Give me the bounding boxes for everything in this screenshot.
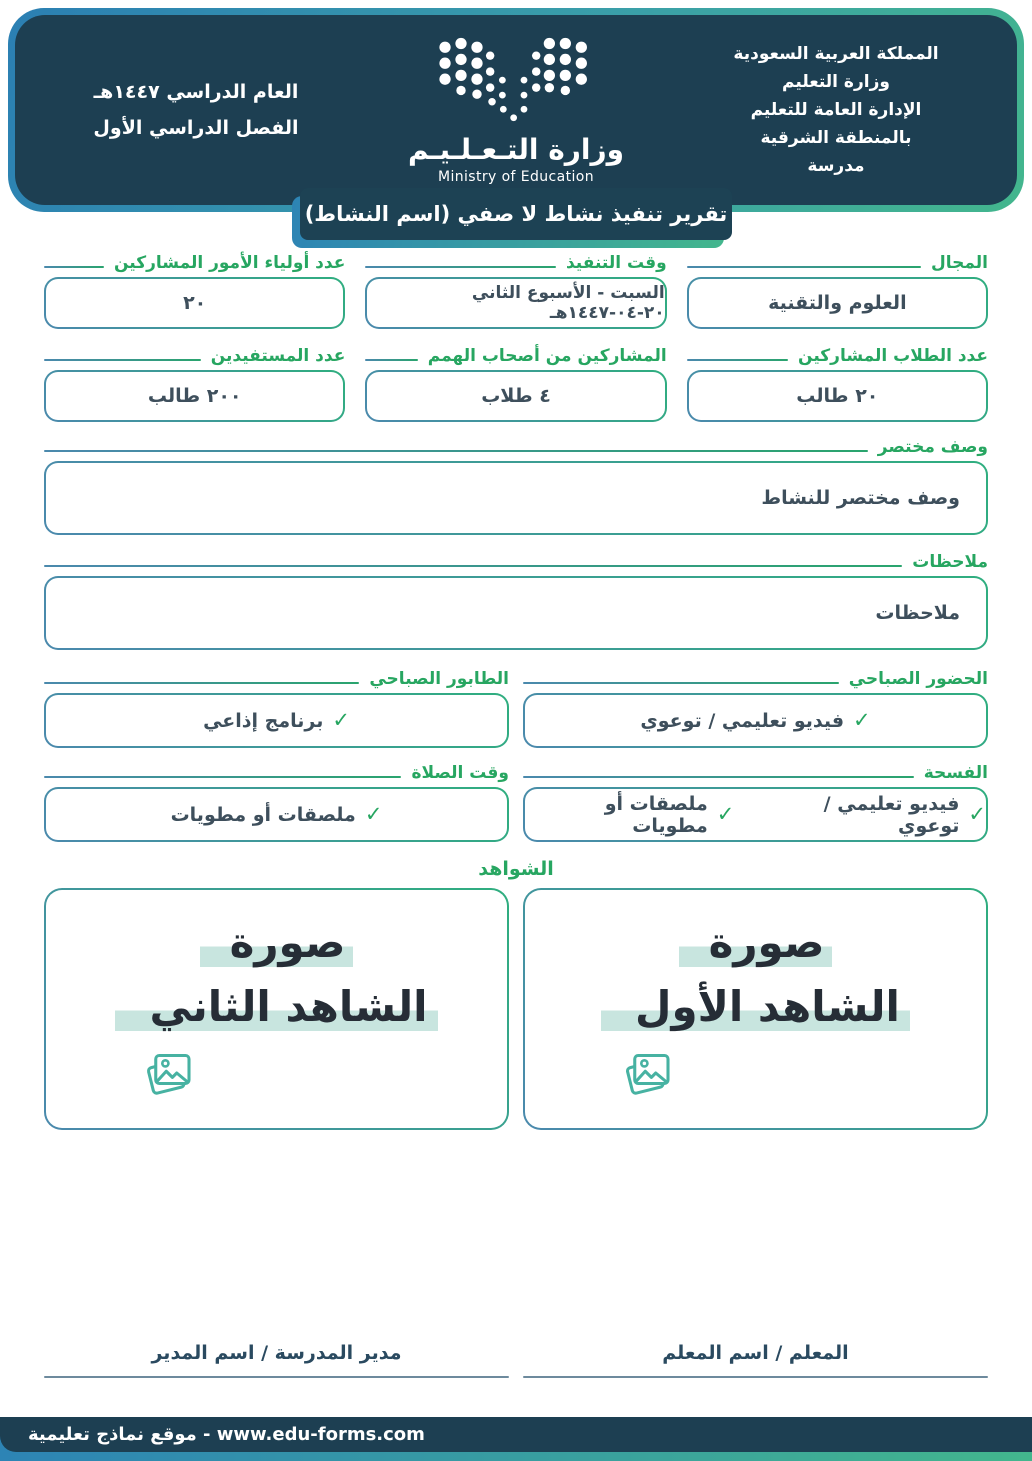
field-notes-input[interactable] bbox=[44, 576, 988, 650]
field-execution-time-input[interactable] bbox=[365, 277, 666, 329]
field-beneficiaries-label: عدد المستفيدين bbox=[210, 346, 346, 366]
header-line-school: مدرسة bbox=[807, 156, 865, 177]
checked-option bbox=[525, 793, 734, 837]
checked-option-text: برنامج إذاعي bbox=[203, 709, 324, 732]
checked-option-text: فيديو تعليمي / توعوي bbox=[640, 709, 845, 732]
field-description-label: وصف مختصر bbox=[877, 437, 988, 457]
header-academic-year-block bbox=[61, 74, 331, 146]
signature-teacher-label: المعلم / اسم المعلم bbox=[662, 1342, 849, 1364]
label-connector-line bbox=[523, 776, 914, 778]
field-morning-attendance-label: الحضور الصباحي bbox=[848, 669, 988, 689]
field-domain-label: المجال bbox=[931, 253, 988, 273]
field-parents-count-label: عدد أولياء الأمور المشاركين bbox=[113, 253, 346, 273]
ministry-of-education-logo bbox=[408, 35, 624, 185]
label-connector-line bbox=[44, 565, 902, 567]
label-connector-line bbox=[44, 266, 104, 268]
field-morning-assembly-input[interactable] bbox=[44, 693, 509, 748]
photo-icon bbox=[619, 1045, 675, 1101]
field-domain-value: العلوم والتقنية bbox=[768, 292, 907, 314]
field-parents-count bbox=[44, 252, 345, 329]
field-special-needs-value: ٤ طلاب bbox=[481, 385, 551, 407]
evidence-grid bbox=[44, 888, 988, 1130]
field-beneficiaries-input[interactable] bbox=[44, 370, 345, 422]
label-connector-line bbox=[44, 450, 868, 452]
field-break-time bbox=[523, 762, 988, 842]
footer-bar bbox=[0, 1417, 1032, 1452]
field-beneficiaries-value: ٢٠٠ طالب bbox=[147, 385, 242, 407]
checked-option-text: ملصقات أو مطويات bbox=[170, 803, 356, 826]
fields-row-2 bbox=[44, 345, 988, 422]
evidence-section-label: الشواهد bbox=[478, 858, 554, 880]
evidence-second-line1: صورة bbox=[200, 919, 354, 967]
label-connector-line bbox=[687, 359, 788, 361]
form-content bbox=[44, 252, 988, 1378]
field-prayer-time-label: وقت الصلاة bbox=[411, 763, 509, 783]
field-beneficiaries bbox=[44, 345, 345, 422]
field-domain-input[interactable] bbox=[687, 277, 988, 329]
header-ministry-block bbox=[701, 40, 971, 180]
field-notes bbox=[44, 551, 988, 650]
field-break-time-input[interactable] bbox=[523, 787, 988, 842]
checked-option bbox=[758, 793, 986, 837]
field-morning-attendance-input[interactable] bbox=[523, 693, 988, 748]
report-title-banner bbox=[300, 188, 732, 240]
header-line-ministry: وزارة التعليم bbox=[782, 71, 890, 92]
footer bbox=[0, 1417, 1032, 1461]
field-prayer-time-input[interactable] bbox=[44, 787, 509, 842]
label-connector-line bbox=[44, 776, 401, 778]
check-icon: ✓ bbox=[853, 708, 871, 732]
header-line-administration: الإدارة العامة للتعليم bbox=[750, 99, 922, 120]
field-special-needs bbox=[365, 345, 666, 422]
label-connector-line bbox=[365, 266, 556, 268]
signature-principal-label: مدير المدرسة / اسم المدير bbox=[151, 1342, 402, 1364]
signature-principal-line bbox=[44, 1376, 509, 1378]
check-icon: ✓ bbox=[364, 802, 383, 826]
field-special-needs-label: المشاركين من أصحاب الهمم bbox=[427, 346, 667, 366]
header bbox=[8, 8, 1024, 212]
fields-row-3 bbox=[44, 668, 988, 748]
field-description-value: وصف مختصر للنشاط bbox=[761, 487, 960, 509]
photo-icon bbox=[140, 1045, 196, 1101]
checked-option bbox=[640, 710, 870, 732]
evidence-second-line2: الشاهد الثاني bbox=[115, 983, 437, 1031]
field-notes-label: ملاحظات bbox=[912, 552, 988, 572]
report-title: تقرير تنفيذ نشاط لا صفي (اسم النشاط) bbox=[300, 188, 732, 240]
checked-option-text: ملصقات أو مطويات bbox=[604, 792, 708, 837]
ministry-logo-dots-icon bbox=[432, 35, 600, 129]
label-connector-line bbox=[44, 359, 201, 361]
logo-english-wordmark: Ministry of Education bbox=[437, 169, 595, 185]
field-parents-count-value: ٢٠ bbox=[183, 292, 207, 314]
field-students-count-input[interactable] bbox=[687, 370, 988, 422]
signature-teacher bbox=[523, 1342, 988, 1378]
check-icon: ✓ bbox=[968, 802, 986, 826]
header-inner bbox=[15, 15, 1017, 205]
field-special-needs-input[interactable] bbox=[365, 370, 666, 422]
evidence-first-line1: صورة bbox=[679, 919, 833, 967]
field-morning-assembly bbox=[44, 668, 509, 748]
header-academic-year: العام الدراسي ١٤٤٧هـ bbox=[93, 80, 299, 103]
check-icon: ✓ bbox=[716, 802, 735, 826]
field-domain bbox=[687, 252, 988, 329]
header-semester: الفصل الدراسي الأول bbox=[93, 117, 299, 139]
fields-row-4 bbox=[44, 762, 988, 842]
logo-arabic-wordmark: وزارة التـعـلـيـم bbox=[408, 133, 624, 166]
label-connector-line bbox=[44, 682, 359, 684]
footer-website-text: www.edu-forms.com - موقع نماذج تعليمية bbox=[28, 1424, 425, 1445]
field-students-count bbox=[687, 345, 988, 422]
header-line-region: بالمنطقة الشرقية bbox=[760, 128, 912, 149]
field-break-time-label: الفسحة bbox=[923, 763, 988, 783]
field-notes-value: ملاحظات bbox=[875, 602, 960, 624]
evidence-card-second[interactable] bbox=[44, 888, 509, 1130]
signatures-row bbox=[44, 1342, 988, 1378]
checked-option bbox=[171, 804, 383, 826]
evidence-first-line2: الشاهد الأول bbox=[601, 983, 910, 1031]
field-description bbox=[44, 436, 988, 535]
field-students-count-label: عدد الطلاب المشاركين bbox=[798, 346, 988, 366]
checked-option-text: فيديو تعليمي / توعوي bbox=[823, 792, 960, 837]
field-execution-time bbox=[365, 252, 666, 329]
fields-row-1 bbox=[44, 252, 988, 329]
field-execution-time-label: وقت التنفيذ bbox=[565, 253, 667, 273]
signature-principal bbox=[44, 1342, 509, 1378]
label-connector-line bbox=[365, 359, 417, 361]
check-icon: ✓ bbox=[332, 708, 350, 732]
field-morning-attendance bbox=[523, 668, 988, 748]
field-students-count-value: ٢٠ طالب bbox=[796, 385, 879, 407]
header-line-country: المملكة العربية السعودية bbox=[733, 43, 939, 64]
field-description-input[interactable] bbox=[44, 461, 988, 535]
field-morning-assembly-label: الطابور الصباحي bbox=[369, 669, 509, 689]
field-execution-time-value: السبت - الأسبوع الثاني ٢٠-٠٤-١٤٤٧هـ bbox=[471, 283, 665, 323]
label-connector-line bbox=[687, 266, 921, 268]
field-parents-count-input[interactable] bbox=[44, 277, 345, 329]
checked-option bbox=[203, 710, 350, 732]
signature-teacher-line bbox=[523, 1376, 988, 1378]
evidence-card-first[interactable] bbox=[523, 888, 988, 1130]
field-prayer-time bbox=[44, 762, 509, 842]
label-connector-line bbox=[523, 682, 839, 684]
